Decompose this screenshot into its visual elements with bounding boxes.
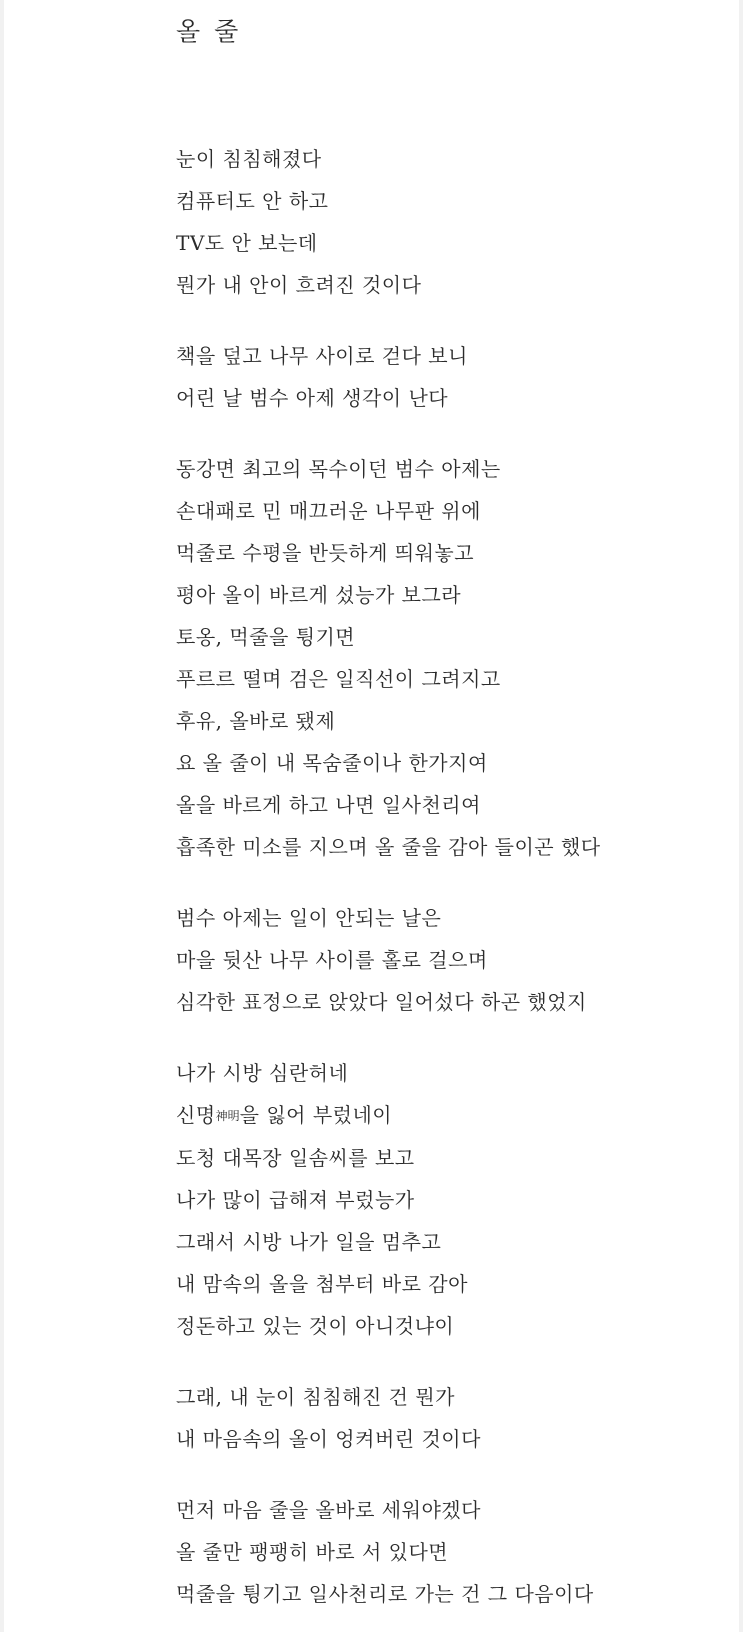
poem-line: 올 줄만 팽팽히 바로 서 있다면 <box>176 1540 449 1564</box>
poem-line: 컴퓨터도 안 하고 <box>176 189 329 213</box>
poem-line: 심각한 표정으로 앉았다 일어섰다 하곤 했었지 <box>176 990 587 1014</box>
poem-line: 동강면 최고의 목수이던 범수 아제는 <box>176 457 501 481</box>
poem-line: 나가 시방 심란허네 <box>176 1061 349 1085</box>
poem-line: 토옹, 먹줄을 튕기면 <box>176 625 356 649</box>
poem-line: 눈이 침침해졌다 <box>176 147 322 171</box>
poem-line: 손대패로 민 매끄러운 나무판 위에 <box>176 499 481 523</box>
poem-line: 그래서 시방 나가 일을 멈추고 <box>176 1230 442 1254</box>
poem-body <box>176 138 716 1615</box>
poem-line <box>176 1094 716 1137</box>
stanza <box>176 1376 716 1460</box>
poem-line: 먼저 마음 줄을 올바로 세워야겠다 <box>176 1498 481 1522</box>
poem-title: 올 줄 <box>176 17 242 46</box>
poem-line: 나가 많이 급해져 부렀능가 <box>176 1188 415 1212</box>
stanza <box>176 138 716 306</box>
poem-line: 책을 덮고 나무 사이로 걷다 보니 <box>176 344 468 368</box>
stanza <box>176 1489 716 1615</box>
poem <box>176 0 716 1644</box>
stanza <box>176 335 716 419</box>
poem-line: 후유, 올바로 됐제 <box>176 709 336 733</box>
poem-line: 내 마음속의 올이 엉켜버린 것이다 <box>176 1427 481 1451</box>
poem-line: 흡족한 미소를 지으며 올 줄을 감아 들이곤 했다 <box>176 835 601 859</box>
stanza <box>176 1052 716 1347</box>
poem-line: 평아 올이 바르게 섰능가 보그라 <box>176 583 462 607</box>
poem-line: 어린 날 범수 아제 생각이 난다 <box>176 386 449 410</box>
stanza <box>176 897 716 1023</box>
poem-line: 먹줄을 튕기고 일사천리로 가는 건 그 다음이다 <box>176 1582 594 1606</box>
poem-line: 내 맘속의 올을 첨부터 바로 감아 <box>176 1272 468 1296</box>
poem-line: 그래, 내 눈이 침침해진 건 뭔가 <box>176 1385 455 1409</box>
page-edge-left <box>0 0 4 1632</box>
poem-line: 요 올 줄이 내 목숨줄이나 한가지여 <box>176 751 488 775</box>
stanza <box>176 448 716 868</box>
hanja-annotation: 神明 <box>215 1109 240 1123</box>
poem-line: 올을 바르게 하고 나면 일사천리여 <box>176 793 481 817</box>
poem-line: 정돈하고 있는 것이 아니것냐이 <box>176 1314 455 1338</box>
poem-line: TV도 안 보는데 <box>176 231 318 255</box>
poem-line: 먹줄로 수평을 반듯하게 띄워놓고 <box>176 541 475 565</box>
poem-line: 도청 대목장 일솜씨를 보고 <box>176 1146 415 1170</box>
poem-line: 뭔가 내 안이 흐려진 것이다 <box>176 273 422 297</box>
poem-line: 범수 아제는 일이 안되는 날은 <box>176 906 442 930</box>
page-edge-right <box>739 0 743 1632</box>
line-text: 을 잃어 부렀네이 <box>239 1103 393 1127</box>
poem-line: 마을 뒷산 나무 사이를 홀로 걸으며 <box>176 948 488 972</box>
line-text: 신명 <box>176 1103 216 1127</box>
poem-line: 푸르르 떨며 검은 일직선이 그려지고 <box>176 667 501 691</box>
